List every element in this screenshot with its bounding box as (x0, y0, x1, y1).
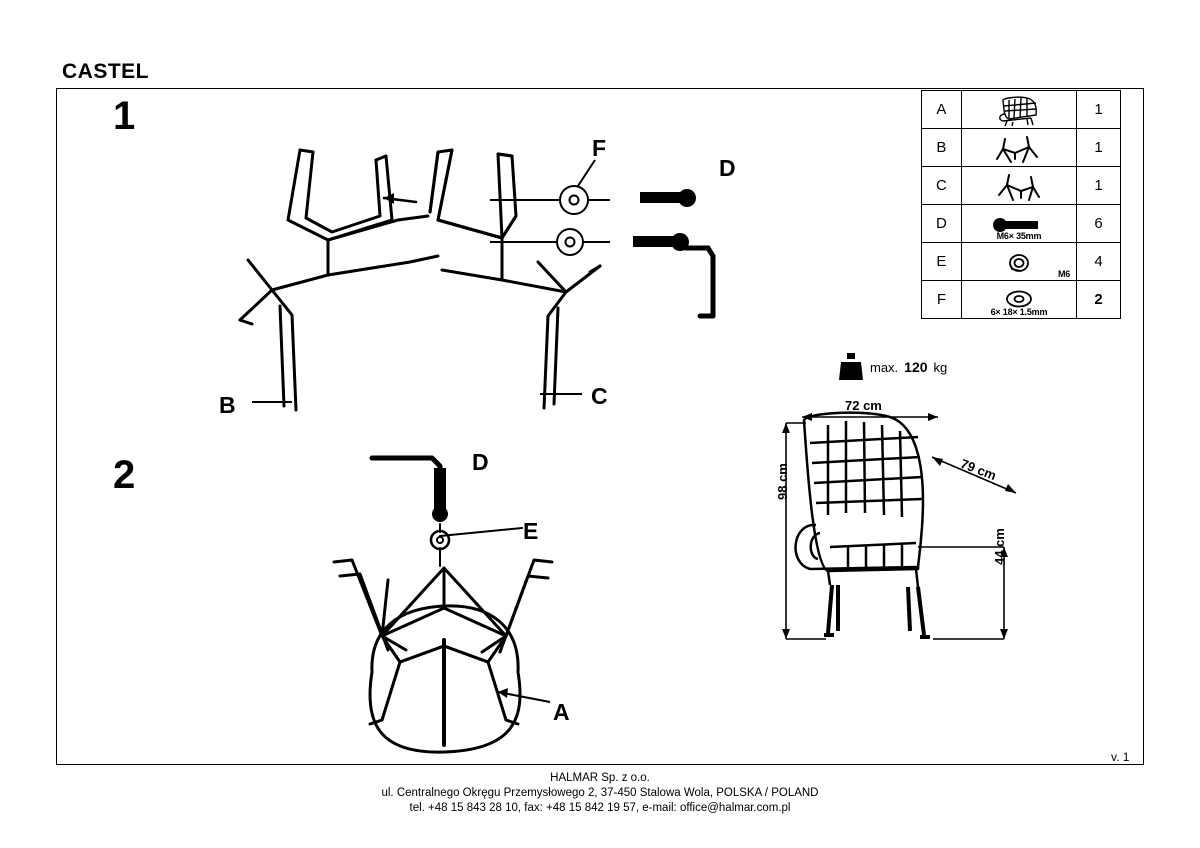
callout-b: B (219, 392, 236, 418)
callout-f: F (592, 135, 607, 161)
table-row (922, 167, 1121, 205)
part-letter: B (922, 129, 962, 167)
dimension-height-label: 98 cm (775, 463, 790, 500)
max-load-value: 120 (904, 359, 928, 375)
callout-e: E (523, 518, 539, 544)
part-qty: 4 (1077, 243, 1121, 281)
table-row (922, 91, 1121, 129)
part-sublabel: M6 (1058, 269, 1071, 279)
step-number-2: 2 (113, 453, 136, 497)
part-letter: D (922, 205, 962, 243)
part-qty: 1 (1077, 129, 1121, 167)
bolt-upper (640, 189, 696, 207)
callout-a: A (553, 699, 570, 725)
max-load-unit: kg (933, 359, 948, 375)
max-load-prefix: max. (870, 359, 899, 375)
parts-table (921, 90, 1121, 319)
part-qty: 2 (1077, 281, 1121, 319)
footer-company: HALMAR Sp. z o.o. (550, 772, 650, 784)
dimension-depth-label: 79 cm (958, 455, 999, 484)
part-qty: 1 (1077, 91, 1121, 129)
part-letter: A (922, 91, 962, 129)
part-qty: 1 (1077, 167, 1121, 205)
table-row (922, 205, 1121, 243)
callout-d-step2: D (472, 449, 489, 475)
table-row (922, 281, 1121, 319)
dimension-width-label: 72 cm (845, 398, 882, 413)
step2-drawing (300, 440, 720, 770)
part-image-spring-washer-icon (961, 243, 1076, 281)
page-title: CASTEL (62, 60, 149, 83)
weight-icon (838, 352, 864, 382)
part-image-flat-washer-icon (961, 281, 1076, 319)
part-image-leg-frame-right-icon (961, 167, 1076, 205)
version-label: v. 1 (1111, 750, 1130, 764)
step1-leader-lines (230, 380, 690, 440)
callout-d-step1: D (719, 155, 736, 181)
part-image-leg-frame-left-icon (961, 129, 1076, 167)
part-letter: C (922, 167, 962, 205)
callout-c: C (591, 383, 608, 409)
table-row (922, 243, 1121, 281)
part-letter: F (922, 281, 962, 319)
footer-contact: tel. +48 15 843 28 10, fax: +48 15 842 19 57, e-mail: office@halmar.com.pl (409, 802, 791, 814)
part-sublabel: 6× 18× 1.5mm (990, 307, 1048, 317)
max-load-indicator (838, 352, 947, 382)
footer-address: ul. Centralnego Okręgu Przemysłowego 2, 37-450 Stalowa Wola, POLSKA / POLAND (381, 787, 819, 799)
part-image-bolt-icon (961, 205, 1076, 243)
step-number-1: 1 (113, 94, 136, 138)
washer-symbol-upper (560, 186, 588, 214)
dimension-seat-height-label: 44 cm (992, 528, 1007, 565)
part-letter: E (922, 243, 962, 281)
footer (0, 771, 1200, 816)
dimension-drawing (768, 395, 1088, 665)
table-row (922, 129, 1121, 167)
part-sublabel: M6× 35mm (996, 231, 1042, 241)
part-image-armchair-icon (961, 91, 1076, 129)
bolt-lower (633, 233, 689, 251)
part-qty: 6 (1077, 205, 1121, 243)
washer-symbol-lower (557, 229, 583, 255)
allen-key-icon (685, 248, 713, 316)
